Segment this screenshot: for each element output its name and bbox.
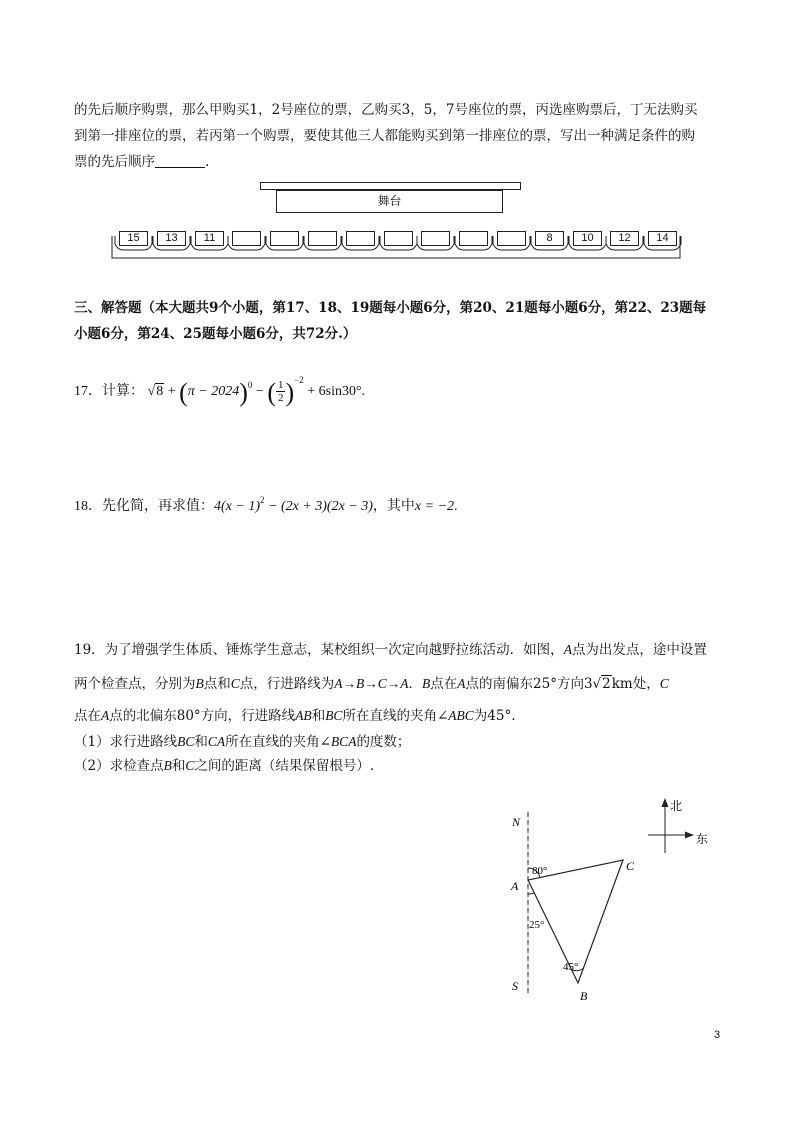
label-80: 80° <box>532 865 548 877</box>
label-B: B <box>580 989 588 1003</box>
label-A: A <box>511 879 519 893</box>
seat-box: 13 <box>157 231 186 246</box>
label-east: 东 <box>696 832 709 846</box>
q19-s1-CA: CA <box>207 734 226 749</box>
q19-line-2 <box>74 674 724 694</box>
q19-s1-a: （1）求行进路线 <box>74 734 178 750</box>
q19-l3-ABC: ABC <box>448 708 474 723</box>
q19-l2-c: 点，行进路线为 <box>239 676 335 692</box>
seat-box <box>232 231 261 246</box>
q18-condition: x = −2 <box>414 499 455 514</box>
q19-l2-g: km处， <box>611 676 660 692</box>
q19-l2-A2: A <box>457 676 466 691</box>
q19-l1-a: 19．为了增强学生体质、锤炼学生意志，某校组织一次定向越野拉练活动．如图， <box>74 642 564 658</box>
q17-end: . <box>361 384 366 399</box>
q19-l2-C2: C <box>659 676 669 691</box>
seat-box <box>497 231 526 246</box>
q19-sqrt: √2 <box>592 676 611 692</box>
q19-l3-b: 点的北偏东80°方向，行进路线 <box>109 708 296 724</box>
q18-expr1: 4(x − 1) <box>214 499 260 514</box>
q19-l3-AB: AB <box>295 708 312 723</box>
q19-l3-e: 为45°. <box>473 708 516 724</box>
q17-rest: + 6sin30° <box>303 384 362 399</box>
q18-mid: ，其中 <box>372 499 415 514</box>
q19-s1-BCA: BCA <box>330 734 357 749</box>
q17-exp0: 0 <box>247 380 253 390</box>
q19-s2-C: C <box>185 758 195 773</box>
q17-frac-paren-close: ) <box>285 378 295 407</box>
label-45: 45° <box>563 961 579 973</box>
seat-box <box>384 231 413 246</box>
q19-l2-f: 点的南偏东25°方向3 <box>465 676 593 692</box>
q19-l2-C: C <box>230 676 240 691</box>
q19-l2-route: A→B→C→A <box>334 676 409 691</box>
q17-plus: + <box>164 384 180 399</box>
q18-expr2: − (2x + 3)(2x − 3) <box>264 499 373 514</box>
q19-l2-e: 点在 <box>430 676 458 692</box>
angle-25-arc <box>528 893 534 894</box>
seat-box: 10 <box>573 231 602 246</box>
seat-box: 15 <box>119 231 148 246</box>
q19-l3-d: 所在直线的夹角∠ <box>342 708 449 724</box>
q17-paren-open: ( <box>179 378 188 407</box>
q19-l2-B2: B <box>422 676 431 691</box>
seat-row-outline <box>0 0 794 300</box>
q19-l2-a: 两个检查点，分别为 <box>74 676 196 692</box>
q19-sub-1 <box>74 732 724 752</box>
q19-l3-BC: BC <box>325 708 343 723</box>
q17-minus: − <box>252 384 268 399</box>
seat-box <box>270 231 299 246</box>
q19-s1-c: 所在直线的夹角∠ <box>225 734 331 750</box>
q17-pi-term: π − 2024 <box>187 384 240 399</box>
q19-line-3 <box>74 706 724 726</box>
label-N: N <box>512 815 521 829</box>
q19-l1-b: 点为出发点，途中设置 <box>571 642 707 658</box>
q17 <box>74 366 724 407</box>
q16-line-3-end: . <box>205 154 210 170</box>
q16-line-3-text: 票的先后顺序 <box>74 154 155 170</box>
seat-box <box>308 231 337 246</box>
label-S: S <box>512 979 518 993</box>
q19-l3-a: 点在 <box>74 708 101 724</box>
seat-box: 8 <box>535 231 564 246</box>
seat-box <box>346 231 375 246</box>
q18 <box>74 490 724 517</box>
q19-line-1 <box>74 640 724 660</box>
q17-frac-den: 2 <box>277 392 284 405</box>
label-C: C <box>626 859 635 873</box>
q17-frac-paren-open: ( <box>267 378 276 407</box>
seat-box: 11 <box>195 231 224 246</box>
seat-box <box>459 231 488 246</box>
q19-l2-b: 点和 <box>203 676 231 692</box>
seat-box: 12 <box>610 231 639 246</box>
stage-label: 舞台 <box>377 194 402 208</box>
q19-l1-A: A <box>563 642 572 657</box>
q19-s2-a: （2）求检查点 <box>74 758 164 774</box>
q19-l3-A: A <box>101 708 110 723</box>
q17-exp-m2: −2 <box>294 375 304 385</box>
q17-number: 17．计算： <box>74 384 144 399</box>
seat-box <box>421 231 450 246</box>
geometry-figure <box>500 790 740 1010</box>
q19-s2-B: B <box>163 758 172 773</box>
q19-s2-b: 和 <box>171 758 186 774</box>
label-north: 北 <box>670 799 683 813</box>
section-3-heading-line-1: 三、解答题（本大题共9个小题，第17、18、19题每小题6分，第20、21题每小题6分，第22、23题每 <box>74 300 707 316</box>
q19-sqrt-arg: 2 <box>602 676 611 692</box>
q19-l3-c: 和 <box>311 708 326 724</box>
q17-sqrt: √8 <box>147 384 164 399</box>
q17-paren-close: ) <box>239 378 248 407</box>
q19-s2-c: 之间的距离（结果保留根号）. <box>194 758 375 774</box>
q19-sub-2 <box>74 756 724 776</box>
q19-s1-d: 的度数； <box>356 734 411 750</box>
seat-box: 14 <box>648 231 677 246</box>
q19-s1-b: 和 <box>194 734 208 750</box>
q19-l2-d: ． <box>408 676 423 692</box>
q19-l2-B: B <box>195 676 204 691</box>
q19-s1-BC: BC <box>177 734 195 749</box>
q17-frac-num: 1 <box>277 379 284 392</box>
section-3-heading-line-2: 小题6分，第24、25题每小题6分，共72分.） <box>74 326 357 342</box>
q18-end: . <box>454 499 458 514</box>
q16-line-2: 到第一排座位的票，若丙第一个购票，要使其他三人都能购买到第一排座位的票，写出一种满足条件的购 <box>74 128 695 144</box>
label-25: 25° <box>529 919 545 931</box>
q18-number: 18．先化简，再求值： <box>74 499 214 514</box>
q16-line-1: 的先后顺序购票，那么甲购买1，2号座位的票，乙购买3，5，7号座位的票，丙选座购票后，丁无法购买 <box>74 102 698 118</box>
page-number: 3 <box>714 1029 721 1041</box>
q18-exp2: 2 <box>260 495 265 505</box>
q17-sqrt-arg: 8 <box>156 384 164 399</box>
